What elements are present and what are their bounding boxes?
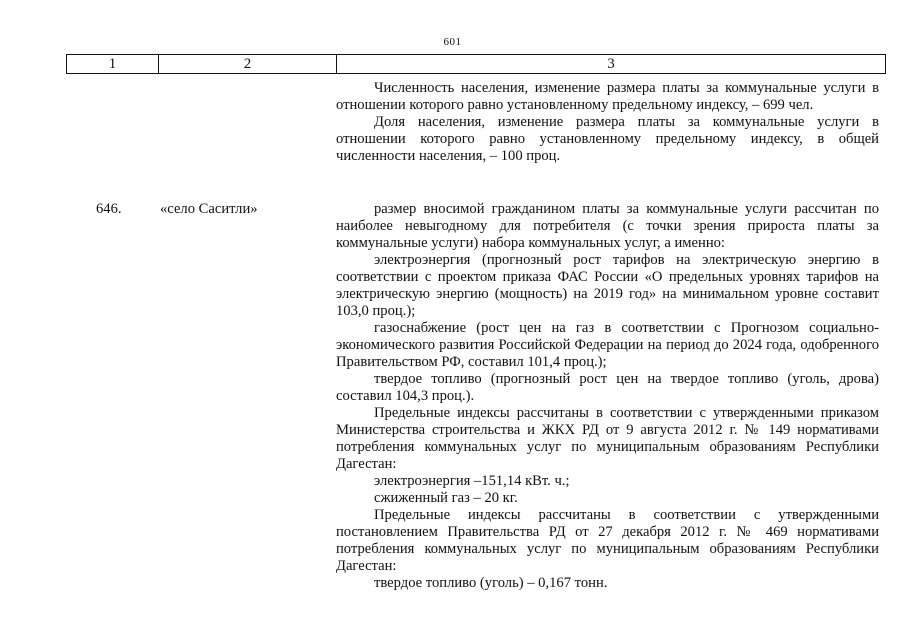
column-number-2: 2	[159, 55, 337, 73]
paragraph: сжиженный газ – 20 кг.	[374, 490, 518, 506]
settlement-name: «село Саситли»	[160, 201, 258, 217]
paragraph: размер вносимой гражданином платы за коммунальные услуги рассчитан по наиболее невыгодному для потребителя (с точки зрения прироста платы за коммунальные услуги) набора коммунальных услуг, а именно:	[336, 201, 879, 251]
paragraph: Предельные индексы рассчитаны в соответствии с утвержденными приказом Министерства строительства и ЖКХ РД от 9 августа 2012 г. № 149 нормативами потребления коммунальных услуг по муниципальным образованиям Республики Дагестан:	[336, 405, 879, 472]
paragraph: твердое топливо (уголь) – 0,167 тонн.	[374, 575, 608, 591]
paragraph: Доля населения, изменение размера платы за коммунальные услуги в отношении которого равно установленному предельному индексу, в общей численности населения, – 100 проц.	[336, 114, 879, 164]
paragraph: электроэнергия (прогнозный рост тарифов на электрическую энергию в соответствии с проектом приказа ФАС России «О предельных уровнях тарифов на электрическую энергию (мощность) на 2019 год» на минимальном уровне составит 103,0 проц.);	[336, 252, 879, 319]
entry-description	[336, 201, 879, 592]
table-column-header	[66, 54, 886, 74]
paragraph: Предельные индексы рассчитаны в соответствии с утвержденными постановлением Правительства РД от 27 декабря 2012 г. № 469 нормативами потребления коммунальных услуг по муниципальным образованиям Республики Дагестан:	[336, 507, 879, 574]
row-number: 646.	[96, 201, 122, 217]
paragraph: электроэнергия –151,14 кВт. ч.;	[374, 473, 570, 489]
paragraph: газоснабжение (рост цен на газ в соответствии с Прогнозом социально-экономического развития Российской Федерации на период до 2024 года, одобренного Правительством РФ, составил 101,4 проц.);	[336, 320, 879, 370]
paragraph: Численность населения, изменение размера платы за коммунальные услуги в отношении которого равно установленному предельному индексу, – 699 чел.	[336, 80, 879, 113]
column-number-1: 1	[67, 55, 159, 73]
page-number: 601	[443, 36, 462, 48]
column-number-3: 3	[607, 55, 615, 72]
paragraph: твердое топливо (прогнозный рост цен на твердое топливо (уголь, дрова) составил 104,3 проц.).	[336, 371, 879, 404]
continuation-text	[336, 80, 879, 165]
